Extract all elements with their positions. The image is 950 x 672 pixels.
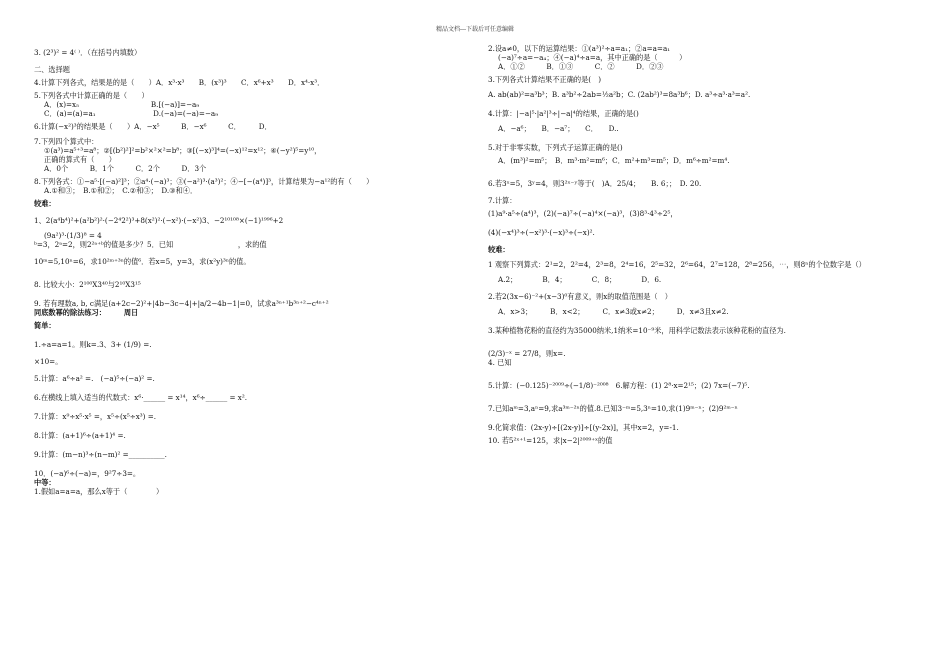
right-line-9: 6.若3ˣ=5，3ʸ=4，则3²ˣ⁻ʸ等于( )A．25/4； B. 6；； D. 20. [488, 179, 702, 188]
right-line-15: A.2； B．4； C．8； D．6. [498, 275, 662, 284]
right-line-8: A．(m³)²=m⁵； B．m³·m²=m⁶；C．m²+m³=m⁵；D．m⁶÷m²=m⁴. [498, 156, 730, 165]
right-line-24: 10. 若5²ˣ⁺¹=125，求|x−2|²⁰⁰⁹⁺ˣ的值 [488, 436, 613, 445]
right-line-7: 5.对于非零实数，下列式子运算正确的是() [488, 143, 623, 152]
left-line-0: 3. (2³)² = 4⁽ ⁾．（在括号内填数） [34, 48, 142, 57]
right-line-21: 5.计算：(−0.125)⁻²⁰⁰⁹÷(−1/8)⁻²⁰⁰⁸ 6.解方程：(1) 2⁸·x=2¹⁵；(2) 7x=(−7)⁵. [488, 381, 750, 390]
left-line-23: ×10=。 [34, 357, 63, 366]
left-line-13: 较难： [34, 199, 56, 208]
document-header: 精品文档---下载后可任意编辑 [435, 26, 515, 33]
right-line-11: (1)a⁹·a⁵÷(a⁴)³，(2)(−a)⁷÷(−a)⁴×(−a)³，(3)8³·4³÷2⁵， [488, 209, 678, 218]
left-line-14: 1、2(a⁴b⁴)²+(a²b²)²·(−2⁴2²)³+8(x²)²·(−x²)·(−x²)3、−2¹⁰¹⁰⁸×(−1)¹⁹⁹⁶+2 [34, 216, 284, 225]
left-line-15: (9a²)³·(1/3)⁸ = 4 [44, 231, 102, 240]
left-line-2: 4.计算下列各式，结果是的是（ ）A．x³·x³ B．(x³)³ C．x⁶+x³ D．x⁴·x³． [34, 78, 325, 87]
left-line-9: 正确的算式有（ ） [44, 155, 116, 164]
left-line-29: 10．(−a)⁶÷(−a)=，9²7÷3=。 [34, 469, 141, 478]
left-line-26: 7.计算：x⁹÷x⁵·x⁵ =，x⁵÷(x⁵÷x³) =. [34, 412, 157, 421]
right-line-12: (4)(−x⁴)³÷(−x²)³·(−x)³÷(−x)². [488, 228, 595, 237]
left-column [34, 44, 469, 496]
right-line-5: 4.计算：|−a|⁵·|a²|³÷|−a|⁴的结果，正确的是() [488, 109, 639, 118]
left-line-21: 简单： [34, 321, 56, 330]
left-line-24: 5.计算：a⁶÷a² =. (−a)⁵÷(−a)² =. [34, 374, 155, 383]
left-line-8: ①(a³)=a⁵⁺³=a⁸；②[(b²)²]²=b²×²×²=b⁸；③[(−x)³]⁴=(−x)¹²=x¹²；④(−y²)⁵=y¹⁰， [44, 146, 322, 155]
left-line-18: 8. 比较大小：2¹⁰⁰X3⁴⁰与2¹⁰X3¹⁵ [34, 280, 141, 289]
right-line-14: 1 观察下列算式：2¹=2，2²=4，2³=8，2⁴=16，2⁵=32，2⁶=64，2⁷=128，2⁸=256，⋯，则8ⁿ的个位数字是（） [488, 260, 866, 269]
right-line-2: A．①② B．①③ C．② D．②③ [498, 62, 664, 71]
right-line-18: 3.某种植物花粉的直径约为35000纳米,1纳米=10⁻⁹米，用科学记数法表示该种花粉的直径为. [488, 326, 786, 335]
left-line-25: 6.在横线上填入适当的代数式：x⁶·______ = x¹⁴，x⁶÷______ = x². [34, 393, 248, 402]
right-line-0: 2.设a≠0，以下的运算结果：①(a³)²÷a=a₁；②a=a=a₁ [488, 44, 671, 53]
right-line-19: (2/3)⁻ˣ = 27/8，则x=. [488, 349, 566, 358]
right-line-22: 7.已知aᵐ=3,aⁿ=9,求a³ᵐ⁻²ⁿ的值.8.已知3⁻ᵐ=5,3ⁿ=10,求(1)9ᵐ⁻ⁿ；(2)9²ᵐ⁻ⁿ [488, 404, 738, 413]
left-line-28: 9.计算：(m−n)³÷(n−m)² =__________. [34, 450, 167, 459]
right-line-16: 2.若2(3x−6)⁻²+(x−3)⁰有意义，则x的取值范围是（ ） [488, 292, 672, 301]
right-line-17: A．x>3； B．x<2； C．x≠3或x≠2； D．x≠3且x≠2. [498, 307, 729, 316]
left-line-30: 中等： [34, 478, 56, 487]
left-line-16: ᵇ=3，2ᵃ=2，则2²ᵃ⁺ᵇ的值是多少？5．已知 ，求的值 [34, 240, 267, 249]
left-line-19: 9. 若有理数a, b, c满足(a+2c−2)²+|4b−3c−4|+|a/2−4b−1|=0，试求a³ⁿ⁺¹b³ⁿ⁺²−c⁴ⁿ⁺² [34, 299, 329, 308]
left-line-7: 7.下列四个算式中： [34, 137, 99, 146]
right-line-6: A．−a⁶； B．−a⁷； C． D.. [498, 124, 619, 133]
left-line-12: A.①和③； B.①和②； C.②和③； D.③和④． [44, 186, 198, 195]
left-line-6: 6.计算(−x²)³的结果是（ ）A．−x⁵ B．−x⁶ C． D． [34, 122, 272, 131]
left-line-5: C．(a)=(a)=a₁ D.(−a)=(−a)=−a₉ [44, 109, 219, 118]
left-line-3: 5.下列各式中计算正确的是（ ） [34, 91, 149, 100]
left-line-1: 二、选择题 [34, 65, 70, 74]
right-line-3: 3.下列各式计算结果不正确的是( ) [488, 75, 602, 84]
left-line-22: 1.÷a=a=1。则k=.3、3+ (1/9) =. [34, 340, 152, 349]
left-line-20: 同底数幂的除法练习： 周日 [34, 308, 139, 317]
left-line-27: 8.计算：(a+1)⁶÷(a+1)⁴ =. [34, 431, 126, 440]
left-line-10: A．0个 B．1个 C．2个 D．3个 [44, 164, 207, 173]
right-line-13: 较难： [488, 245, 510, 254]
right-line-23: 9.化简求值：(2x-y)÷[(2x-y)]÷[(y-2x)]，其中x=2，y=-1. [488, 423, 679, 432]
left-line-31: 1.假如a=a=a，那么x等于（ ） [34, 487, 164, 496]
left-line-4: A．(x)=x₅ B.[(−a)]=−a₉ [44, 100, 200, 109]
right-line-1: (−a)⁷÷a=−a₄；④(−a)⁴÷a=a，其中正确的是（ ） [498, 53, 687, 62]
right-column [488, 44, 928, 445]
right-line-20: 4. 已知 [488, 358, 512, 367]
right-line-10: 7.计算： [488, 196, 517, 205]
right-line-4: A. ab(ab)²=a³b³；B. a³b²÷2ab=½a²b；C. (2ab²)³=8a³b⁶；D. a³÷a³·a³=a². [488, 90, 751, 99]
left-line-17: 10ᵐ=5,10ⁿ=6，求10²ᵐ⁺³ⁿ的值⁶．若x=5，y=3，求(x²y)³ⁿ的值。 [34, 257, 251, 266]
left-line-11: 8.下列各式：①−a⁵·[(−a)²]³；②a⁴·(−a)³；③(−a²)³·(a³)²；④−[−(a⁴)]³，计算结果为−a¹²的有（ ） [34, 177, 374, 186]
